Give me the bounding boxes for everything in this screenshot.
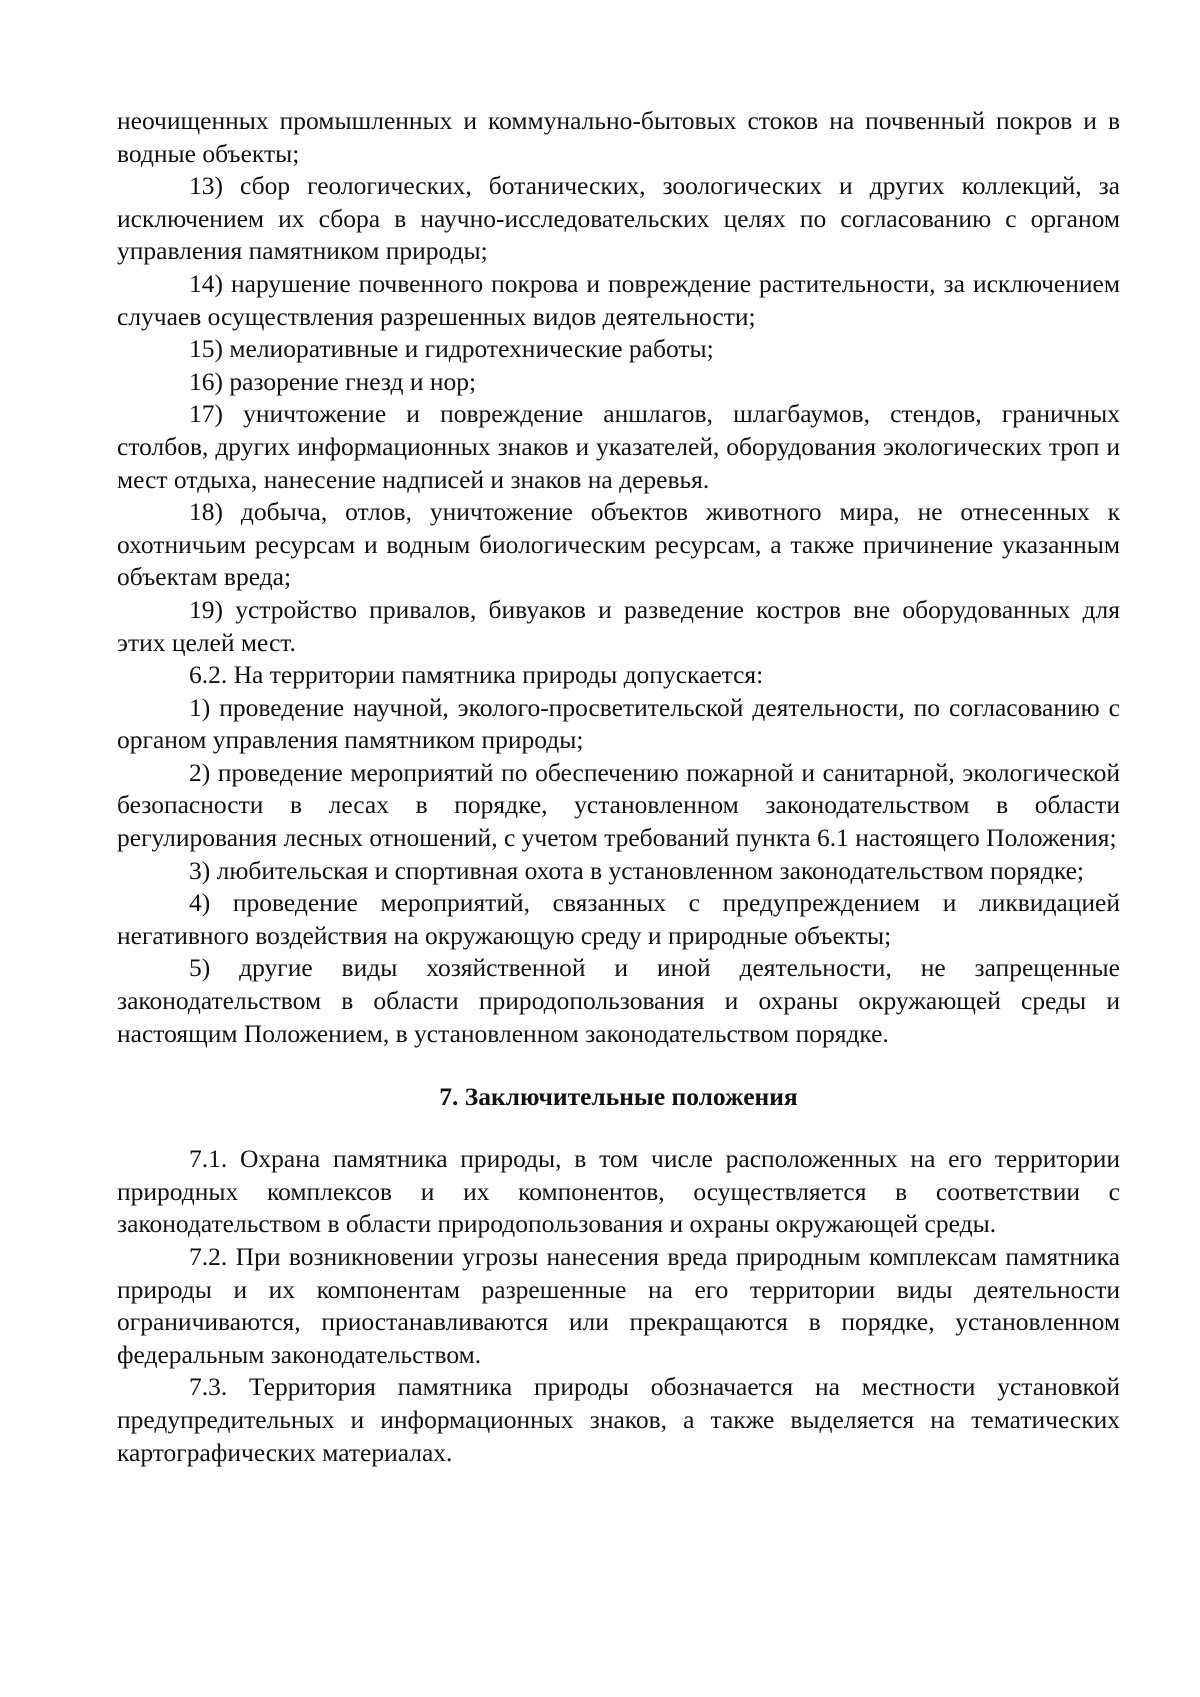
paragraph-continuation: неочищенных промышленных и коммунально-бытовых стоков на почвенный покров и в водные объекты; — [117, 106, 1120, 168]
paragraph-7-1: 7.1. Охрана памятника природы, в том числе расположенных на его территории природных комплексов и их компонентов, осуществляется в соответствии с законодательством в области природопользования и охраны окружающей среды. — [117, 1144, 1120, 1239]
section-heading: 7. Заключительные положения — [439, 1082, 798, 1112]
paragraph-6-2-item-5: 5) другие виды хозяйственной и иной деятельности, не запрещенные законодательством в области природопользования и охраны окружающей среды и настоящим Положением, в установленном законодательством порядке. — [117, 953, 1120, 1048]
paragraph-6-2: 6.2. На территории памятника природы допускается: — [189, 660, 764, 690]
paragraph-6-2-item-1: 1) проведение научной, эколого-просветительской деятельности, по согласованию с органом управления памятником природы; — [117, 692, 1120, 755]
paragraph-7-3: 7.3. Территория памятника природы обозначается на местности установкой предупредительных и информационных знаков, а также выделяется на тематических картографических материалах. — [117, 1372, 1120, 1467]
paragraph-item-15: 15) мелиоративные и гидротехнические работы; — [189, 334, 714, 364]
paragraph-item-18: 18) добыча, отлов, уничтожение объектов животного мира, не отнесенных к охотничьим ресурсам и водным биологическим ресурсам, а также причинение указанным объектам вреда; — [117, 497, 1120, 592]
paragraph-6-2-item-2: 2) проведение мероприятий по обеспечению пожарной и санитарной, экологической безопасности в лесах в порядке, установленном законодательством в области регулирования лесных отношений, с учетом требований пункта 6.1 настоящего Положения; — [117, 757, 1120, 853]
document-page — [117, 105, 1120, 1469]
paragraph-7-2: 7.2. При возникновении угрозы нанесения вреда природным комплексам памятника природы и их компонентам разрешенные на его территории виды деятельности ограничиваются, приостанавливаются или прекращаются в порядке, установленном федеральным законодательством. — [117, 1242, 1120, 1369]
paragraph-item-16: 16) разорение гнезд и нор; — [189, 366, 477, 396]
paragraph-item-13: 13) сбор геологических, ботанических, зоологических и других коллекций, за исключением их сбора в научно-исследовательских целях по согласованию с органом управления памятником природы; — [117, 171, 1120, 266]
paragraph-6-2-item-4: 4) проведение мероприятий, связанных с предупреждением и ликвидацией негативного воздействия на окружающую среду и природные объекты; — [117, 888, 1120, 950]
paragraph-item-19: 19) устройство привалов, бивуаков и разведение костров вне оборудованных для этих целей мест. — [117, 594, 1120, 657]
paragraph-item-14: 14) нарушение почвенного покрова и повреждение растительности, за исключением случаев осуществления разрешенных видов деятельности; — [117, 268, 1120, 331]
paragraph-6-2-item-3: 3) любительская и спортивная охота в установленном законодательством порядке; — [189, 855, 1085, 885]
paragraph-item-17: 17) уничтожение и повреждение аншлагов, шлагбаумов, стендов, граничных столбов, других информационных знаков и указателей, оборудования экологических троп и мест отдыха, нанесение надписей и знаков на деревья. — [117, 399, 1120, 494]
